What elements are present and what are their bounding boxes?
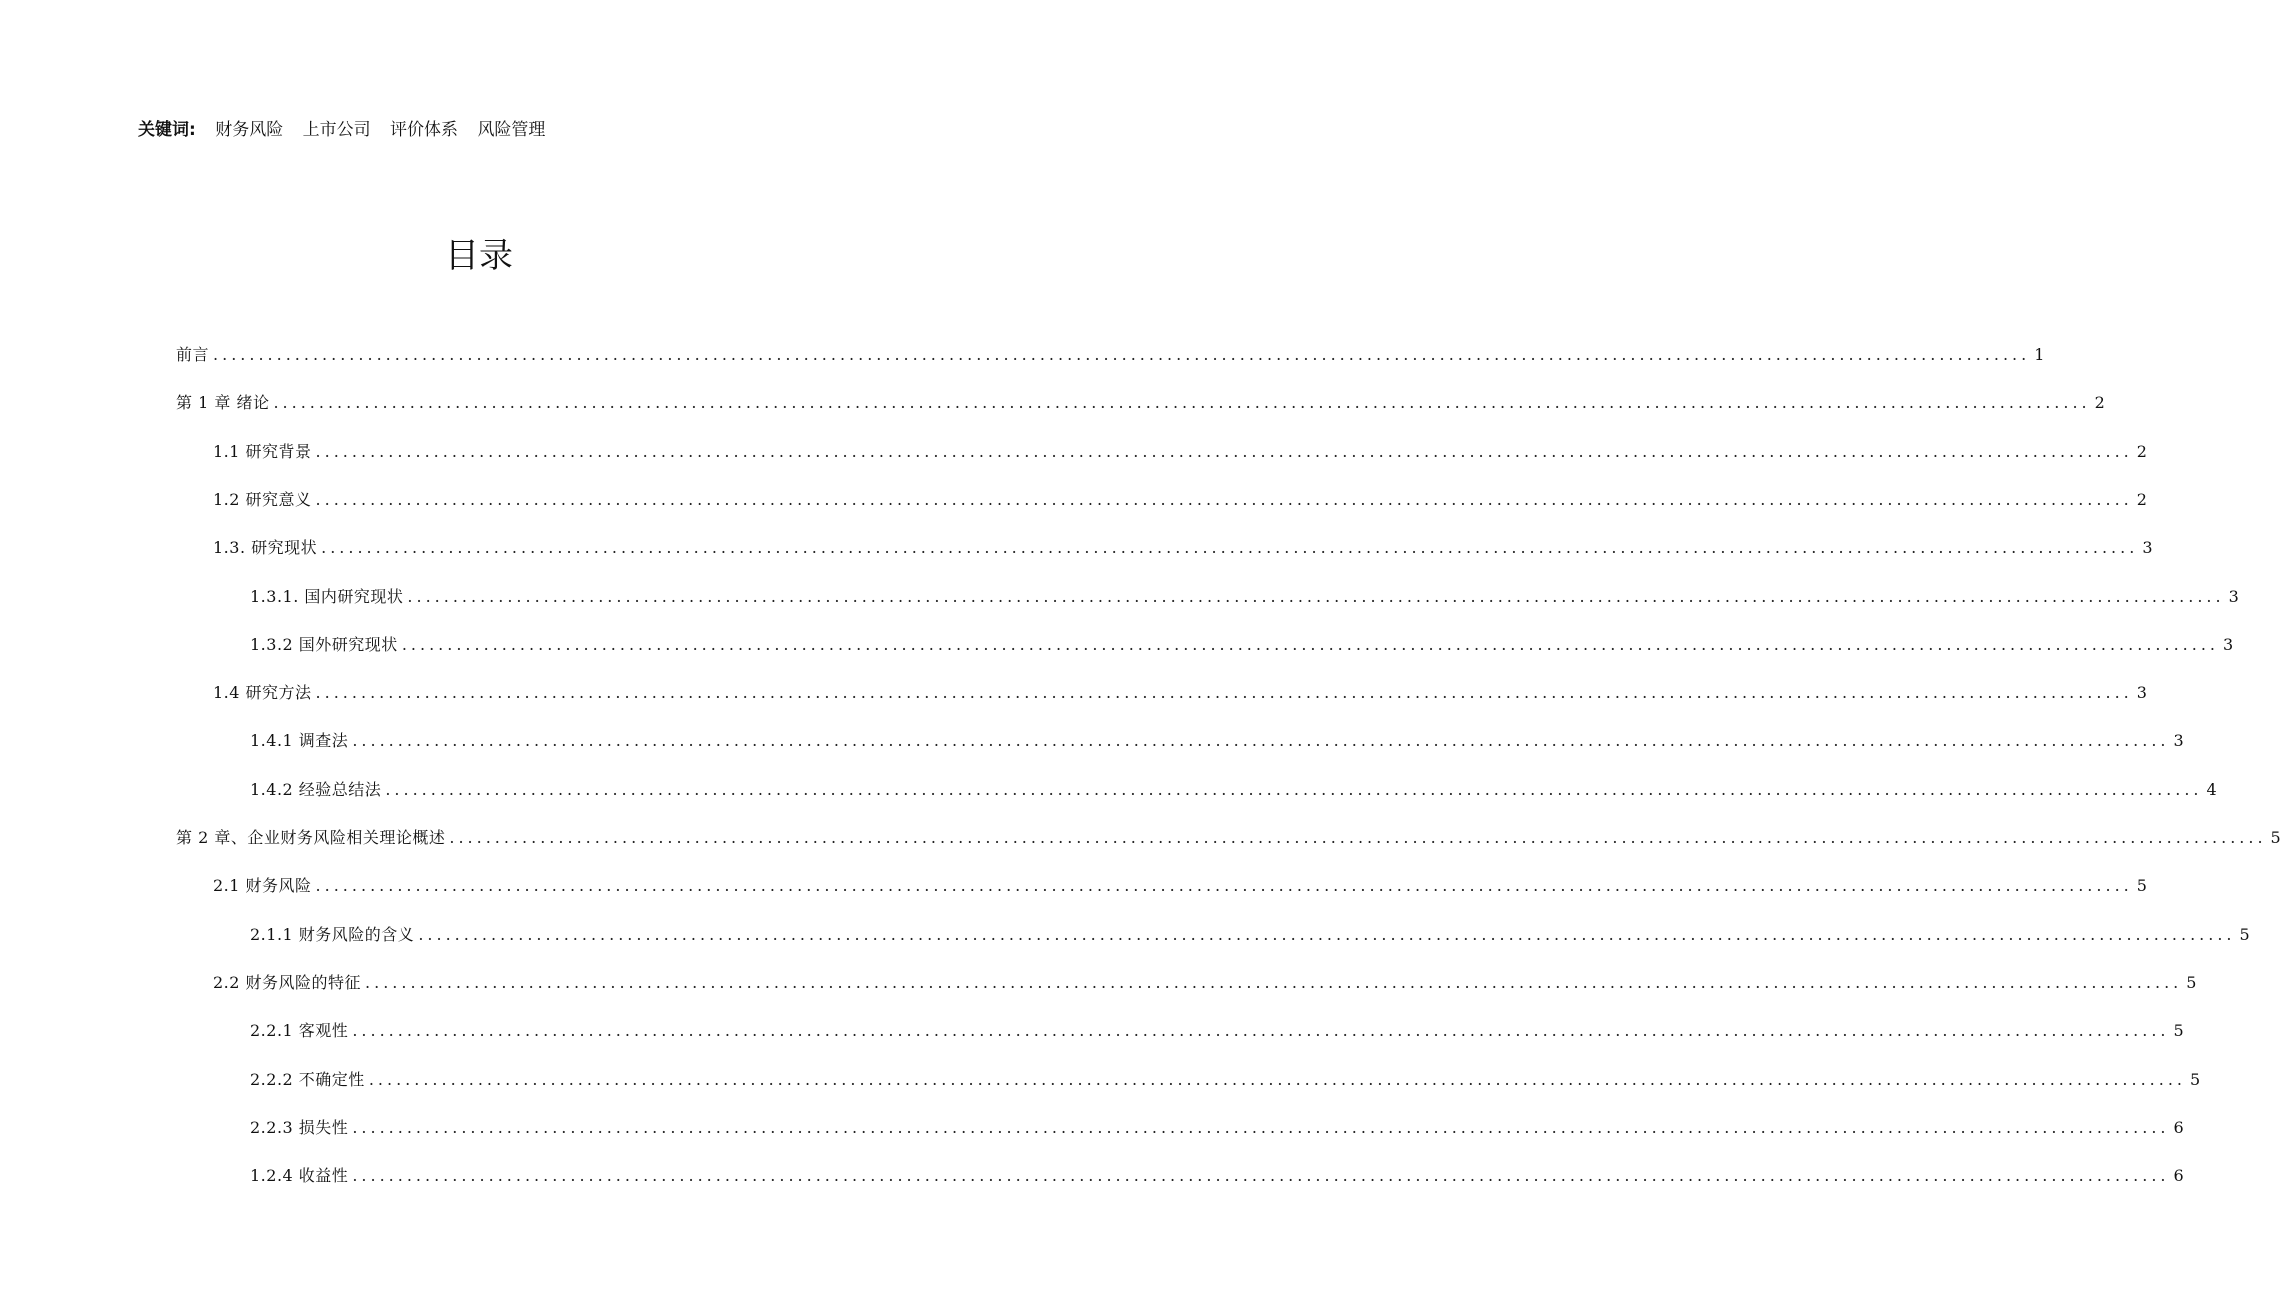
toc-title: 目录: [445, 236, 513, 276]
toc-page-number: 3: [2173, 731, 2184, 750]
toc-entry[interactable]: [250, 1068, 2201, 1092]
toc-leader-dots: ........................................................................................................................................................................................................: [315, 442, 2133, 461]
toc-leader-dots: ........................................................................................................................................................................................................: [273, 393, 2091, 412]
toc-entry-text: 1.2.4 收益性: [250, 1166, 349, 1185]
toc-entry-text: 1.3. 研究现状: [213, 538, 318, 557]
keyword-term: 风险管理: [477, 120, 546, 140]
toc-entry[interactable]: [250, 778, 2217, 802]
keyword-term: 上市公司: [302, 120, 371, 140]
toc-leader-dots: ........................................................................................................................................................................................................: [449, 828, 2267, 847]
toc-page-number: 2: [2136, 442, 2147, 461]
toc-entry[interactable]: [176, 343, 2045, 367]
toc-entry-text: 前言: [176, 345, 210, 364]
toc-leader-dots: ........................................................................................................................................................................................................: [315, 683, 2133, 702]
toc-page-number: 5: [2270, 828, 2281, 847]
toc-leader-dots: ........................................................................................................................................................................................................: [315, 876, 2133, 895]
toc-page-number: 4: [2206, 780, 2217, 799]
toc-entry[interactable]: [213, 536, 2153, 560]
toc-leader-dots: ........................................................................................................................................................................................................: [418, 925, 2236, 944]
toc-entry-text: 1.1 研究背景: [213, 442, 312, 461]
toc-entry[interactable]: [250, 585, 2239, 609]
toc-page-number: 3: [2228, 587, 2239, 606]
toc-page-number: 2: [2094, 393, 2105, 412]
toc-entry[interactable]: [213, 488, 2147, 512]
toc-page-number: 1: [2034, 345, 2045, 364]
toc-entry[interactable]: [250, 633, 2234, 657]
toc-entry-text: 2.2.1 客观性: [250, 1021, 349, 1040]
toc-entry[interactable]: [250, 1164, 2184, 1188]
toc-entry[interactable]: [176, 826, 2281, 850]
toc-page-number: 5: [2173, 1021, 2184, 1040]
toc-page-number: 3: [2223, 635, 2234, 654]
toc-entry-text: 2.2.3 损失性: [250, 1118, 349, 1137]
toc-entry-text: 2.1.1 财务风险的含义: [250, 925, 415, 944]
toc-leader-dots: ........................................................................................................................................................................................................: [352, 1166, 2170, 1185]
toc-page-number: 5: [2239, 925, 2250, 944]
keywords-line: [138, 118, 545, 142]
toc-entry-text: 2.2.2 不确定性: [250, 1070, 365, 1089]
toc-page-number: 2: [2136, 490, 2147, 509]
toc-entry-text: 1.4 研究方法: [213, 683, 312, 702]
toc-entry-text: 1.4.1 调查法: [250, 731, 349, 750]
toc-leader-dots: ........................................................................................................................................................................................................: [385, 780, 2203, 799]
toc-page-number: 6: [2173, 1166, 2184, 1185]
toc-leader-dots: ........................................................................................................................................................................................................: [352, 1021, 2170, 1040]
toc-entry[interactable]: [250, 729, 2184, 753]
toc-page-number: 6: [2173, 1118, 2184, 1137]
toc-entry-text: 1.4.2 经验总结法: [250, 780, 382, 799]
toc-entry[interactable]: [176, 391, 2105, 415]
toc-page-number: 5: [2190, 1070, 2201, 1089]
toc-entry[interactable]: [213, 874, 2147, 898]
toc-leader-dots: ........................................................................................................................................................................................................: [401, 635, 2219, 654]
toc-entry[interactable]: [213, 440, 2147, 464]
toc-entry[interactable]: [250, 923, 2250, 947]
toc-page-number: 5: [2136, 876, 2147, 895]
keywords-label: 关键词:: [138, 120, 196, 140]
toc-leader-dots: ........................................................................................................................................................................................................: [213, 345, 2031, 364]
toc-leader-dots: ........................................................................................................................................................................................................: [365, 973, 2183, 992]
keyword-term: 财务风险: [215, 120, 284, 140]
toc-page-number: 3: [2136, 683, 2147, 702]
toc-page-number: 5: [2186, 973, 2197, 992]
toc-entry[interactable]: [250, 1116, 2184, 1140]
toc-leader-dots: ........................................................................................................................................................................................................: [352, 731, 2170, 750]
toc-entry-text: 2.1 财务风险: [213, 876, 312, 895]
toc-entry-text: 第 2 章、企业财务风险相关理论概述: [176, 828, 446, 847]
toc-entry[interactable]: [213, 681, 2147, 705]
toc-entry-text: 1.2 研究意义: [213, 490, 312, 509]
toc-leader-dots: ........................................................................................................................................................................................................: [407, 587, 2225, 606]
toc-entry-text: 2.2 财务风险的特征: [213, 973, 362, 992]
toc-leader-dots: ........................................................................................................................................................................................................: [352, 1118, 2170, 1137]
toc-entry[interactable]: [250, 1019, 2184, 1043]
toc-entry-text: 第 1 章 绪论: [176, 393, 270, 412]
toc-leader-dots: ........................................................................................................................................................................................................: [321, 538, 2139, 557]
toc-page-number: 3: [2142, 538, 2153, 557]
keyword-term: 评价体系: [390, 120, 459, 140]
toc-entry-text: 1.3.2 国外研究现状: [250, 635, 398, 654]
toc-leader-dots: ........................................................................................................................................................................................................: [315, 490, 2133, 509]
toc-entry[interactable]: [213, 971, 2197, 995]
toc-leader-dots: ........................................................................................................................................................................................................: [368, 1070, 2186, 1089]
toc-entry-text: 1.3.1. 国内研究现状: [250, 587, 404, 606]
